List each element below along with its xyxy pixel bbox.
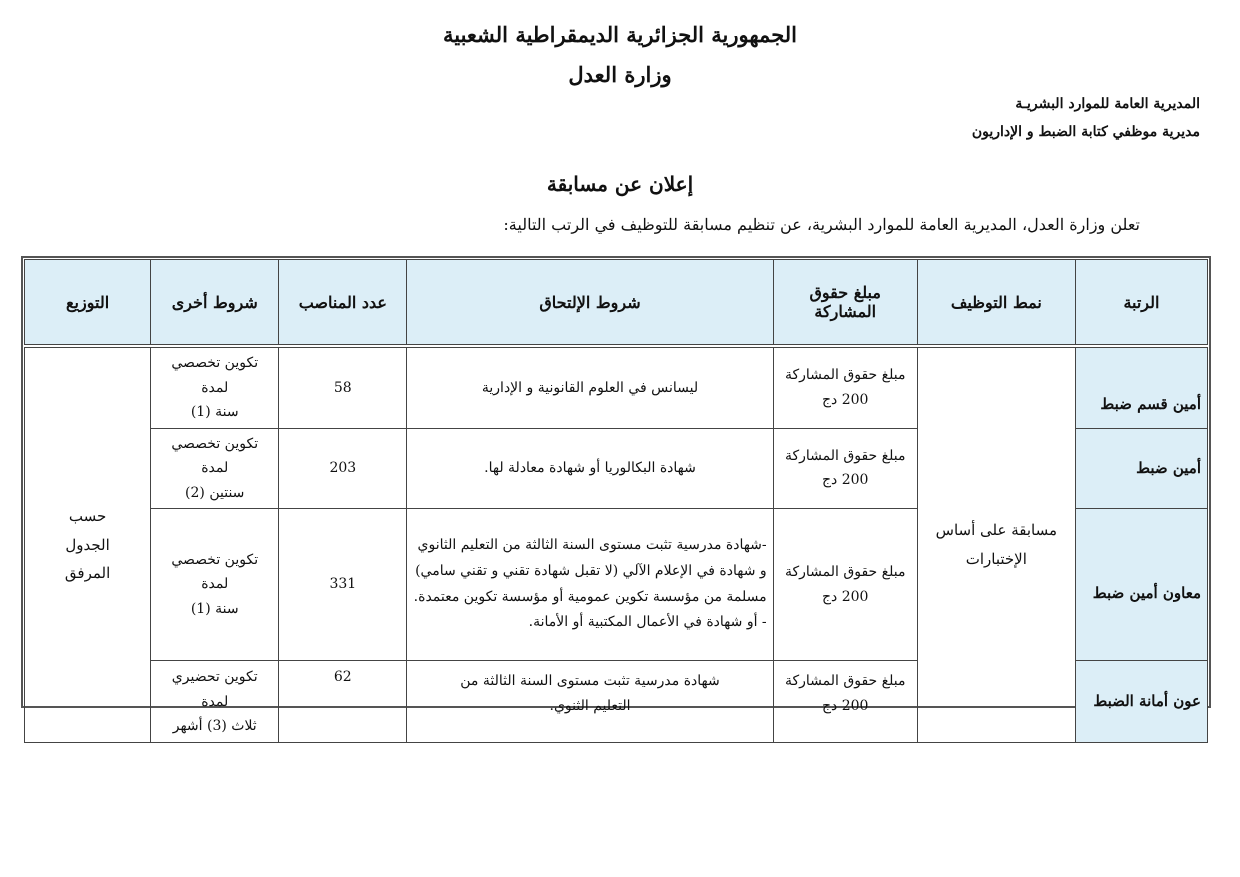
fee-label: مبلغ حقوق المشاركة xyxy=(784,673,906,689)
header-distribution: التوزيع xyxy=(25,260,151,345)
fee-amount: 200 دج xyxy=(821,472,869,489)
rank-cell: أمين ضبط xyxy=(1075,428,1207,509)
other-line: تكوين تخصصي لمدة xyxy=(171,355,259,396)
header-rank: الرتبة xyxy=(1075,260,1207,345)
fee-label: مبلغ حقوق المشاركة xyxy=(784,447,906,464)
requirements-cell xyxy=(407,348,773,429)
rank-cell: معاون أمين ضبط xyxy=(1075,509,1207,661)
other-cell xyxy=(151,661,279,743)
rank-cell: أمين قسم ضبط xyxy=(1075,348,1207,429)
requirements-cell xyxy=(407,428,773,509)
announcement-title: إعلان عن مسابقة xyxy=(546,172,694,196)
republic-title: الجمهورية الجزائرية الديمقراطية الشعبية xyxy=(442,22,797,47)
positions-cell: 58 xyxy=(279,348,407,429)
directorate-general: المديرية العامة للموارد البشريـة xyxy=(1015,96,1200,112)
requirement-text: ليسانس في العلوم القانونية و الإدارية xyxy=(481,379,699,396)
requirement-text: -شهادة مدرسية تثبت مستوى السنة الثالثة من التعليم الثانوي و شهادة في الإعلام الآلي (لا تقبل شهادة تقني و تقني سامي) مسلمة من مؤسسة تكوين عمومية أو مؤسسة تكوين معتمدة. xyxy=(413,536,767,605)
other-line: ثلاث (3) أشهر xyxy=(172,718,257,734)
mode-cell xyxy=(917,348,1075,743)
other-cell xyxy=(151,428,279,509)
other-line: تكوين تحضيري لمدة xyxy=(171,669,258,710)
header-requirements: شروط الإلتحاق xyxy=(407,260,773,345)
distribution-value: حسب الجدول المرفق xyxy=(64,507,111,582)
fee-amount: 200 دج xyxy=(821,588,869,605)
other-line: سنتين (2) xyxy=(185,484,245,501)
other-line: تكوين تخصصي لمدة xyxy=(171,435,259,476)
requirements-cell xyxy=(407,509,773,661)
rank-cell: عون أمانة الضبط xyxy=(1075,661,1207,743)
fee-cell xyxy=(773,661,917,743)
header-other: شروط أخرى xyxy=(151,260,279,345)
announcement-intro: تعلن وزارة العدل، المديرية العامة للموارد البشرية، عن تنظيم مسابقة للتوظيف في الرتب التالية: xyxy=(503,215,1140,234)
positions-cell: 62 xyxy=(279,661,407,743)
header-fee: مبلغ حقوق المشاركة xyxy=(773,260,917,345)
fee-amount: 200 دج xyxy=(821,697,869,714)
fee-cell xyxy=(773,428,917,509)
fee-label: مبلغ حقوق المشاركة xyxy=(784,564,906,580)
other-line: سنة (1) xyxy=(190,404,239,420)
table-row xyxy=(25,348,1208,429)
other-cell xyxy=(151,348,279,429)
table-header-row xyxy=(25,260,1208,345)
other-line: تكوين تخصصي لمدة xyxy=(171,551,259,593)
other-cell xyxy=(151,509,279,661)
positions-cell: 331 xyxy=(279,509,407,661)
fee-label: مبلغ حقوق المشاركة xyxy=(784,367,906,384)
directorate: مديرية موظفي كتابة الضبط و الإداريون xyxy=(971,124,1200,140)
requirements-cell xyxy=(407,661,773,743)
fee-cell xyxy=(773,348,917,429)
fee-cell xyxy=(773,509,917,661)
header-mode: نمط التوظيف xyxy=(917,260,1075,345)
positions-cell: 203 xyxy=(279,428,407,509)
requirement-text: شهادة البكالوريا أو شهادة معادلة لها. xyxy=(484,460,696,476)
requirement-text: - أو شهادة في الأعمال المكتبية أو الأمانة. xyxy=(528,614,767,631)
fee-amount: 200 دج xyxy=(821,391,869,408)
header-positions: عدد المناصب xyxy=(279,260,407,345)
mode-value: مسابقة على أساس الإختبارات xyxy=(935,521,1058,568)
requirement-text: شهادة مدرسية تثبت مستوى السنة الثالثة من التعليم الثنوي. xyxy=(460,673,720,714)
distribution-cell xyxy=(25,348,151,743)
other-line: سنة (1) xyxy=(190,600,239,617)
competition-table xyxy=(21,256,1211,734)
ministry-title: وزارة العدل xyxy=(568,62,672,87)
